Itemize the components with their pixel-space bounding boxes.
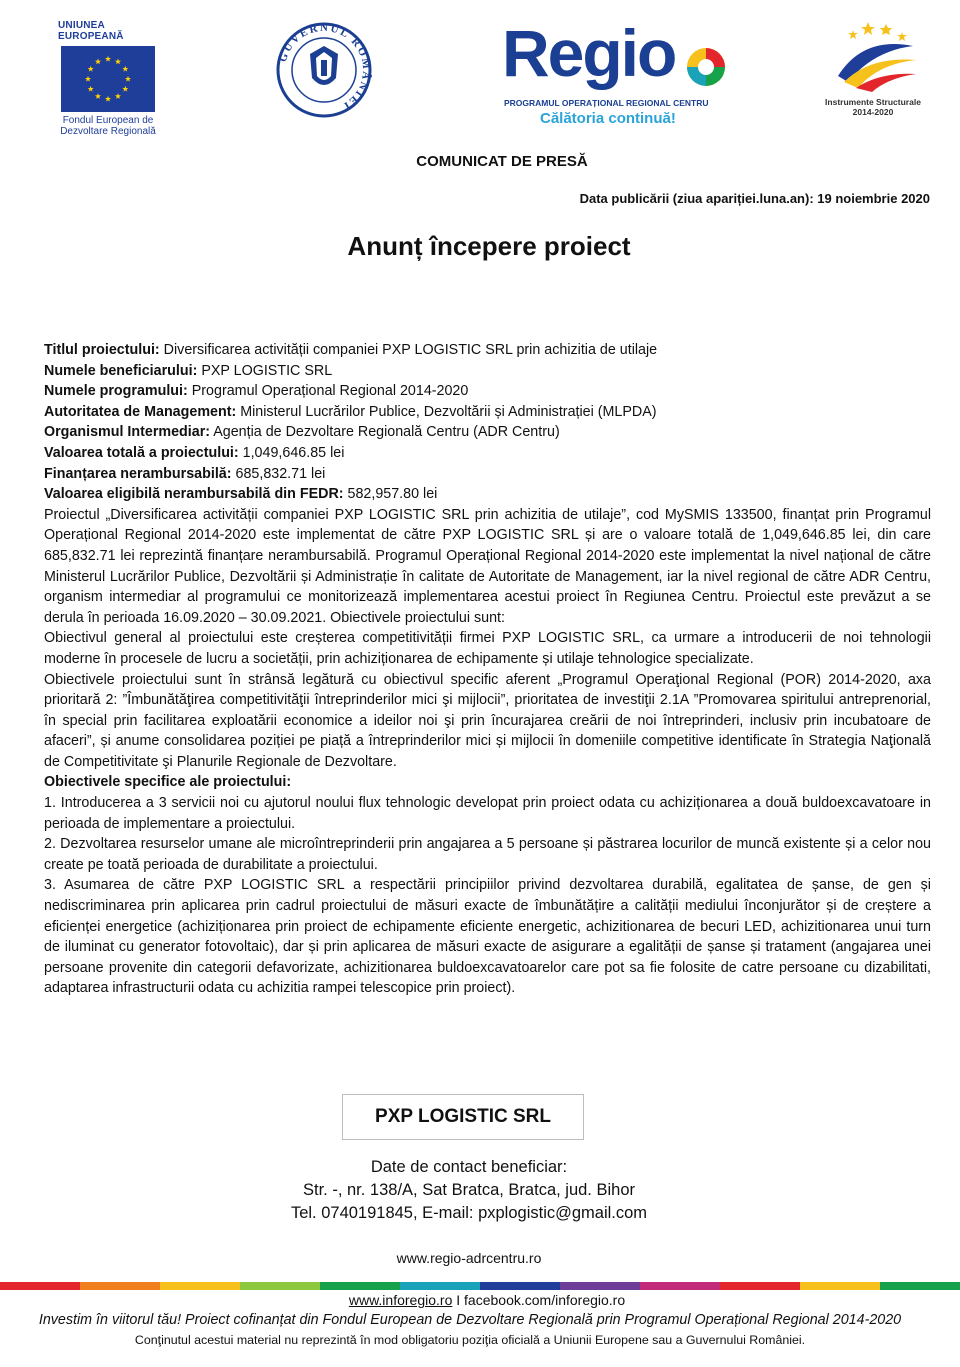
field-beneficiary [44,361,931,382]
field-value: Agenția de Dezvoltare Regională Centru (ADR Centru) [210,424,560,441]
field-label: Valoarea totală a proiectului: [44,444,239,461]
color-bar-segment [720,1282,800,1290]
eu-caption-line-1: Fondul European de [62,115,154,126]
specific-objective-1: 1. Introducerea a 3 servicii noi cu ajutorul noului flux tehnologic developat prin proiect odata cu achiziționarea a două buldoexcavatoare in perioada de implementare a proiectului. [44,795,931,832]
eu-logo-caption [58,115,158,137]
eu-logo-title: UNIUNEA EUROPEANĂ [58,20,124,42]
publication-date: Data publicării (ziua apariției.luna.an): 19 noiembrie 2020 [579,191,930,206]
logo-row [0,12,960,137]
field-label: Valoarea eligibilă nerambursabilă din FEDR: [44,486,344,503]
field-label: Autoritatea de Management: [44,403,237,420]
government-seal-icon [276,22,372,118]
color-bar-segment [400,1282,480,1290]
regio-program-text: PROGRAMUL OPERAȚIONAL REGIONAL CENTRU [504,98,709,108]
regio-logo [500,16,730,130]
structural-instruments-caption [818,97,928,117]
footer-color-bar [0,1282,960,1290]
color-bar-segment [160,1282,240,1290]
regio-website: www.regio-adrcentru.ro [396,1250,542,1266]
field-value: Diversificarea activității companiei PXP LOGISTIC SRL prin achizitia de utilaje [159,342,658,358]
color-bar-segment [880,1282,960,1290]
field-value: 685,832.71 lei [231,465,326,482]
eu-star-icon [115,58,121,64]
facebook-link[interactable]: facebook.com/inforegio.ro [464,1292,626,1308]
field-program [44,381,931,402]
regio-color-wheel-icon [685,46,727,88]
field-label: Finanțarea nerambursabilă: [44,465,232,482]
field-value: Programul Operațional Regional 2014-2020 [187,383,469,400]
eu-star-icon [105,96,111,102]
field-label: Numele programului: [44,383,188,400]
regio-tagline: Călătoria continuă! [540,110,676,127]
field-label: Titlul proiectului: [44,342,160,358]
eu-star-icon [95,93,101,99]
footer-disclaimer: Conţinutul acestui material nu reprezintă în mod obligatoriu poziţia oficială a Uniunii Europene sau a Guvernului României. [134,1333,806,1347]
eu-star-icon [105,56,111,62]
eu-flag-icon [61,46,155,112]
eu-star-icon [125,76,131,82]
field-non-reimbursable [44,464,931,485]
specific-objective-2: 2. Dezvoltarea resurselor umane ale microîntreprinderii prin angajarea a 5 persoane și păstrarea locurilor de muncă existente și a celor nou create pe toată perioada de durabilitate a proiectului. [44,836,931,873]
eu-logo [58,20,158,137]
press-release-title: COMUNICAT DE PRESĂ [416,153,588,170]
footer-cofinancing-statement: Investim în viitorul tău! Proiect cofinanțat din Fondul European de Dezvoltare Regională prin Programul Operațional Regional 2014-2020 [38,1312,902,1328]
field-intermediate-body [44,422,931,443]
color-bar-segment [800,1282,880,1290]
contact-block [0,1156,938,1225]
color-bar-segment [240,1282,320,1290]
field-label: Organismul Intermediar: [44,424,211,441]
field-project-title [44,340,931,361]
color-bar-segment [320,1282,400,1290]
eu-caption-line-2: Dezvoltare Regională [60,126,156,137]
field-value: PXP LOGISTIC SRL [197,362,333,379]
paragraph-general-objective: Obiectivul general al proiectului este creșterea competitivității firmei PXP LOGISTIC SRL, ca urmare a introducerii de noi tehnologii moderne în procesele de lucru a societății, prin achiziționarea de echipamente și utilaje tehnologice specializate. [44,630,931,667]
color-bar-segment [640,1282,720,1290]
eu-star-icon [115,93,121,99]
document-body [44,340,931,999]
eu-star-icon [85,76,91,82]
field-total-value [44,443,931,464]
is-caption-line-2: 2014-2020 [852,107,894,117]
contact-address: Str. -, nr. 138/A, Sat Bratca, Bratca, jud. Bihor [303,1181,635,1199]
specific-objective-3: 3. Asumarea de către PXP LOGISTIC SRL a respectării principiilor privind dezvoltarea durabilă, egalitatea de șanse, de gen și nediscriminarea prin aplicarea prin cadrul proiectului de măsuri exacte de îmbunătățire a calității mediului înconjurător și de creștere a eficienței energetice (achiziționarea prin proiect de echipamente eficiente energetic, achizitionarea de becuri LED, achizitionarea unui turn de iluminat cu generator fotovoltaic), dar și prin aplicarea de măsuri exacte de asigurare a egalității de șanse și tratament (angajarea unei persoane provenite din categorii defavorizate, achizitionarea buldoexcavatoarelor care pot sa fie folosite de catre persoane cu dizabilitati, adaptarea infrastructurii odata cu achizitia rampei telescopice prin proiect). [44,877,931,997]
field-label: Numele beneficiarului: [44,362,198,379]
eu-star-icon [122,66,128,72]
field-value: 1,049,646.85 lei [238,444,345,461]
structural-instruments-icon [818,16,928,96]
field-value: Ministerul Lucrărilor Publice, Dezvoltării și Administrației (MLPDA) [236,403,657,420]
eu-star-icon [88,66,94,72]
field-value: 582,957.80 lei [343,486,438,503]
field-management-authority [44,402,931,423]
specific-objectives-heading-text: Obiectivele specifice ale proiectului: [44,774,292,791]
eu-star-icon [88,86,94,92]
beneficiary-company-box: PXP LOGISTIC SRL [342,1094,584,1140]
regio-logo-word: Regio [502,16,676,90]
contact-phone-email: Tel. 0740191845, E-mail: pxplogistic@gmail.com [290,1204,648,1222]
structural-instruments-logo [818,16,928,121]
inforegio-link[interactable]: www.inforegio.ro [348,1292,453,1308]
is-caption-line-1: Instrumente Structurale [825,97,921,107]
paragraph-project-description: Proiectul „Diversificarea activității companiei PXP LOGISTIC SRL prin achizitia de utilaje”, cod MySMIS 133500, finanțat prin Programul Operațional Regional 2014-2020 este implementat de către PXP LOGISTIC SRL și are o valoare totală de 1,049,646.85 lei, din care 685,832.71 lei reprezintă finanțare nerambursabilă. Programul Operațional Regional 2014-2020 este implementat la nivel național de către Ministerul Lucrărilor Publice, Dezvoltării și Administrație în calitate de Autoritate de Management, iar la nivel regional de către ADR Centru, organism intermediar al programului ce monitorizează implementarea acestui proiect în Regiunea Centru. Proiectul este prevăzut a se derula în perioada 16.09.2020 – 30.09.2021. Obiectivele proiectului sunt: [44,506,931,626]
color-bar-segment [80,1282,160,1290]
contact-heading: Date de contact beneficiar: [370,1158,568,1176]
color-bar-segment [0,1282,80,1290]
specific-objectives-heading [44,772,931,793]
color-bar-segment [480,1282,560,1290]
footer-separator: I [452,1292,465,1308]
paragraph-objectives-context: Obiectivele proiectului sunt în strânsă legătură cu obiectivul specific aferent „Programul Operaţional Regional (POR) 2014-2020, axa prioritară 2: ”Îmbunătăţirea competitivităţii întreprinderilor mici şi mijlocii”, prioritatea de investiţii 2.1A ”Promovarea spiritului antreprenorial, în special prin facilitarea exploatării economice a ideilor noi şi prin încurajarea creării de noi întreprinderi, inclusiv prin incubatoare de afaceri”, și anume consolidarea poziției pe piață a întreprinderilor mici și mijlocii în domeniile competitive identificate în Strategia Naţională de Competitivitate şi Planurile Regionale de Dezvoltare. [44,671,931,770]
color-bar-segment [560,1282,640,1290]
announcement-title: Anunț începere proiect [347,231,631,261]
footer-links [0,1292,960,1308]
eu-star-icon [95,58,101,64]
eu-star-icon [122,86,128,92]
svg-text:GUVERNUL ROMÂNIEI: GUVERNUL ROMÂNIEI [276,22,372,113]
field-eligible-fedr [44,484,931,505]
